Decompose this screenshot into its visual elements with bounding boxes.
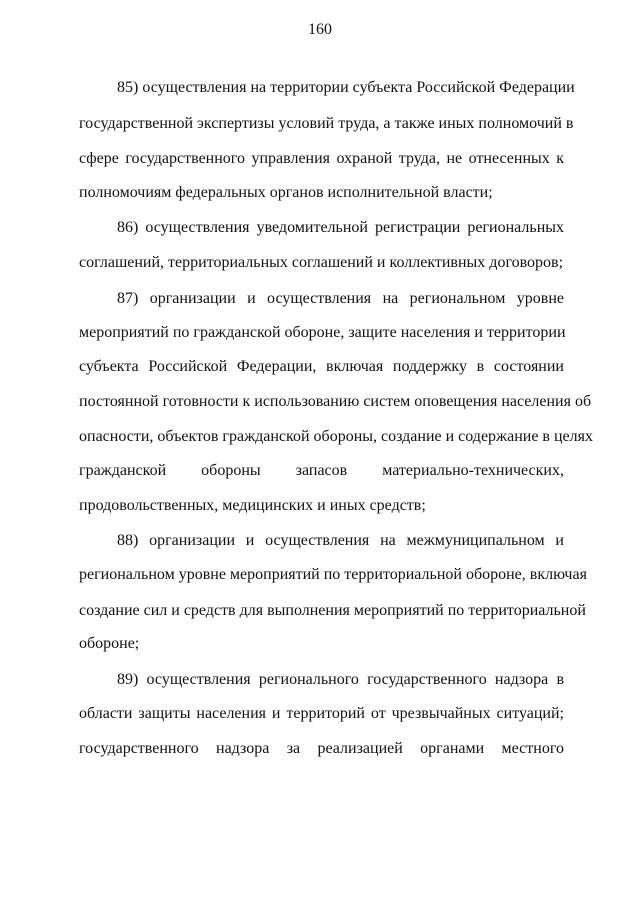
- paragraph-88-line-4: обороне;: [79, 635, 140, 652]
- paragraph-88-line-3: создание сил и средств для выполнения мероприятий по территориальной: [79, 602, 586, 619]
- paragraph-89-line-2: области защиты населения и территорий от чрезвычайных ситуаций;: [79, 705, 564, 722]
- paragraph-87-line-1: 87) организации и осуществления на региональном уровне: [117, 290, 564, 307]
- paragraph-85-line-3: сфере государственного управления охраной труда, не отнесенных к: [79, 150, 564, 167]
- paragraph-87-line-7: продовольственных, медицинских и иных средств;: [79, 497, 426, 514]
- paragraph-89-line-1: 89) осуществления регионального государственного надзора в: [117, 671, 564, 688]
- paragraph-86-line-1: 86) осуществления уведомительной регистрации региональных: [117, 219, 564, 236]
- paragraph-88-line-2: региональном уровне мероприятий по территориальной обороне, включая: [79, 566, 587, 583]
- paragraph-87-line-3: субъекта Российской Федерации, включая поддержку в состоянии: [79, 358, 564, 375]
- paragraph-87-line-6: гражданской обороны запасов материально-технических,: [79, 462, 564, 479]
- paragraph-87-line-4: постоянной готовности к использованию систем оповещения населения об: [79, 393, 592, 410]
- paragraph-85-line-4: полномочиям федеральных органов исполнительной власти;: [79, 184, 493, 201]
- paragraph-87-line-5: опасности, объектов гражданской обороны, создание и содержание в целях: [79, 428, 593, 445]
- paragraph-85-line-1: 85) осуществления на территории субъекта Российской Федерации: [117, 79, 575, 96]
- paragraph-86-line-2: соглашений, территориальных соглашений и коллективных договоров;: [79, 254, 564, 271]
- page-number: 160: [308, 21, 332, 38]
- paragraph-88-line-1: 88) организации и осуществления на межмуниципальном и: [117, 532, 564, 549]
- paragraph-85-line-2: государственной экспертизы условий труда, а также иных полномочий в: [79, 115, 574, 132]
- paragraph-87-line-2: мероприятий по гражданской обороне, защите населения и территории: [79, 324, 566, 341]
- paragraph-89-line-3: государственного надзора за реализацией органами местного: [79, 740, 564, 757]
